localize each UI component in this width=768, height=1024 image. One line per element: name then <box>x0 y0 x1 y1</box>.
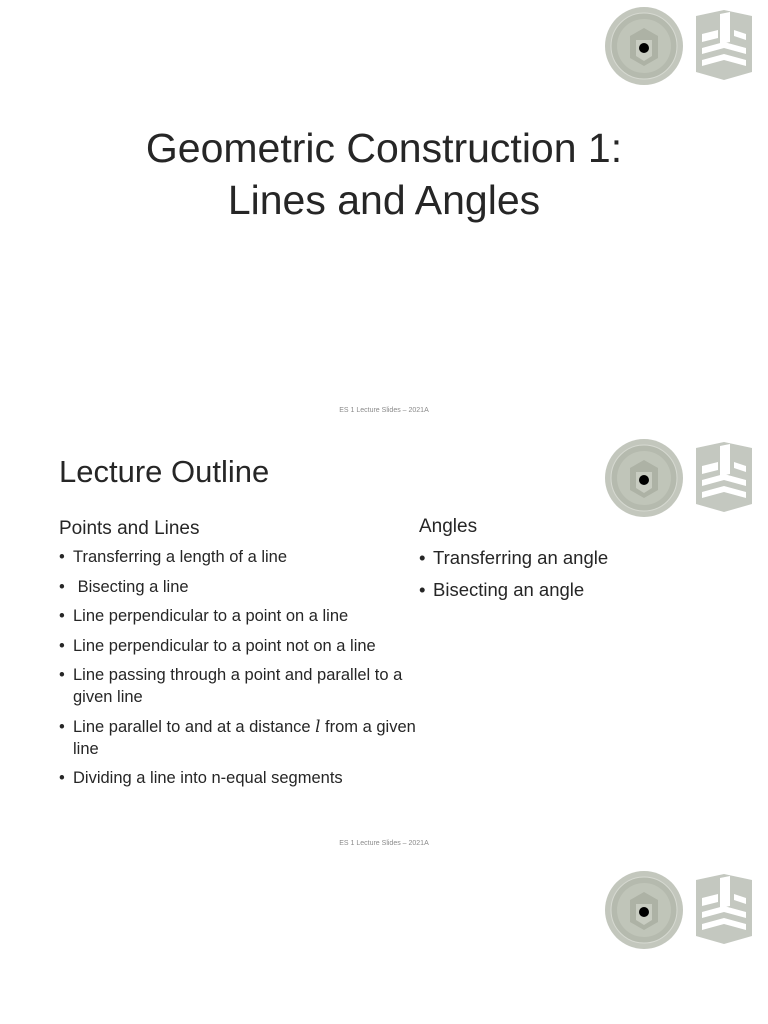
university-seal-icon <box>604 870 684 950</box>
bullet-list <box>419 546 669 602</box>
slide-title-line-1: Geometric Construction 1: <box>145 125 623 171</box>
list-item: • Bisecting an angle <box>419 578 669 602</box>
outline-title: Lecture Outline <box>59 454 270 489</box>
column-heading: Angles <box>419 516 478 537</box>
university-seal-icon <box>604 438 684 518</box>
list-item-text: from a given line <box>73 717 416 758</box>
bullet-list <box>59 546 419 789</box>
logo-group <box>604 870 764 950</box>
points-and-lines-column <box>59 518 419 797</box>
list-item: • Line perpendicular to a point on a line <box>59 605 419 627</box>
engineering-emblem-icon <box>690 872 758 946</box>
slide-title-line-2: Lines and Angles <box>227 177 541 223</box>
distance-variable: l <box>315 716 321 736</box>
list-item: • Transferring a length of a line <box>59 546 419 568</box>
list-item: • Dividing a line into n-equal segments <box>59 767 419 789</box>
list-item: • Line passing through a point and parallel to a given line <box>59 664 419 708</box>
angles-column <box>419 516 669 610</box>
university-seal-icon <box>604 6 684 86</box>
slide-footer: ES 1 Lecture Slides – 2021A <box>339 840 429 847</box>
next-slide-partial <box>0 864 768 1024</box>
slide-title <box>0 122 768 226</box>
slide-footer: ES 1 Lecture Slides – 2021A <box>339 407 429 414</box>
title-slide <box>0 0 768 432</box>
list-item: • Bisecting a line <box>59 576 419 598</box>
list-item: • Transferring an angle <box>419 546 669 570</box>
list-item <box>59 716 419 760</box>
outline-slide <box>0 432 768 864</box>
logo-group <box>604 438 764 518</box>
list-item-text: Line parallel to and at a distance <box>73 717 316 736</box>
engineering-emblem-icon <box>690 8 758 82</box>
logo-group <box>604 6 764 86</box>
engineering-emblem-icon <box>690 440 758 514</box>
column-heading: Points and Lines <box>59 518 200 539</box>
list-item: • Line perpendicular to a point not on a line <box>59 635 419 657</box>
